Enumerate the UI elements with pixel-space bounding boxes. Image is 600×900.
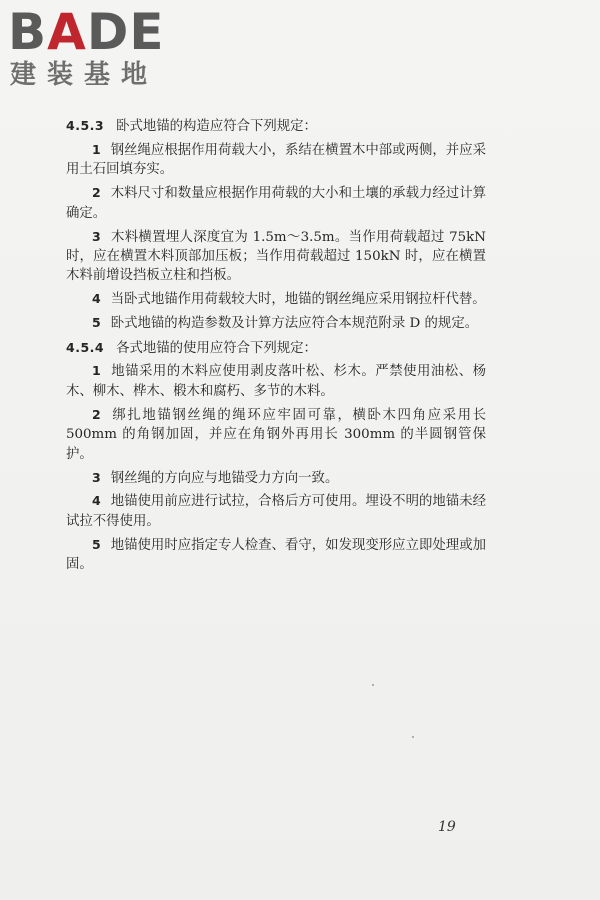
item-text: 木料横置埋人深度宜为 1.5m～3.5m。当作用荷载超过 75kN 时，应在横置木料顶部加压板；当作用荷载超过 150kN 时，应在横置木料前增设挡板立柱和挡板。 — [66, 229, 486, 284]
item-number: 4 — [92, 291, 101, 307]
clause-number: 4.5.4 — [66, 339, 105, 355]
item-number: 4 — [92, 493, 101, 509]
list-item — [66, 405, 486, 464]
clause-heading-text: 各式地锚的使用应符合下列规定： — [116, 340, 317, 356]
item-text: 地锚采用的木料应使用剥皮落叶松、杉木。严禁使用油松、杨木、柳木、桦木、椴木和腐朽、多节的木料。 — [66, 364, 486, 399]
list-item — [66, 313, 486, 333]
scan-speck — [412, 736, 414, 738]
logo-letter-b: B — [8, 3, 48, 61]
item-number: 1 — [92, 363, 101, 379]
clause-content — [66, 116, 486, 575]
item-text: 地锚使用前应进行试拉，合格后方可使用。埋设不明的地锚未经试拉不得使用。 — [66, 494, 486, 529]
item-number: 5 — [92, 315, 101, 331]
item-number: 3 — [92, 469, 101, 485]
item-number: 3 — [92, 228, 101, 244]
list-item — [66, 183, 486, 223]
item-number: 5 — [92, 536, 101, 552]
item-text: 木料尺寸和数量应根据作用荷载的大小和土壤的承载力经过计算确定。 — [66, 186, 486, 221]
list-item — [66, 289, 486, 309]
scan-speck — [372, 684, 374, 686]
item-text: 绑扎地锚钢丝绳的绳环应牢固可靠，横卧木四角应采用长 500mm 的角钢加固，并应在角钢外再用长 300mm 的半圆钢管保护。 — [66, 407, 486, 462]
clause-heading-text: 卧式地锚的构造应符合下列规定： — [116, 119, 317, 134]
list-item — [66, 227, 486, 286]
item-number: 1 — [92, 141, 101, 157]
item-text: 钢丝绳的方向应与地锚受力方向一致。 — [110, 470, 339, 486]
list-item — [66, 140, 486, 180]
logo-letter-a: A — [47, 3, 87, 61]
logo-wordmark — [8, 4, 165, 60]
clause-number: 4.5.3 — [66, 118, 105, 133]
clause-heading-4-5-3 — [66, 116, 486, 136]
item-number: 2 — [92, 185, 101, 201]
logo-subtitle: 建装基地 — [10, 60, 159, 90]
item-text: 卧式地锚的构造参数及计算方法应符合本规范附录 D 的规定。 — [110, 316, 479, 332]
list-item — [66, 361, 486, 401]
list-item — [66, 535, 486, 575]
page-number: 19 — [438, 819, 456, 835]
logo-letters-de: DE — [86, 3, 165, 61]
bade-logo — [8, 4, 178, 94]
list-item — [66, 491, 486, 531]
item-text: 钢丝绳应根据作用荷载大小，系结在横置木中部或两侧，并应采用土石回填夯实。 — [66, 142, 486, 178]
item-text: 当卧式地锚作用荷载较大时，地锚的钢丝绳应采用钢拉杆代替。 — [110, 292, 486, 308]
list-item — [66, 468, 486, 488]
item-text: 地锚使用时应指定专人检查、看守，如发现变形应立即处理或加固。 — [66, 537, 486, 573]
clause-heading-4-5-4 — [66, 338, 486, 358]
item-number: 2 — [92, 406, 101, 422]
